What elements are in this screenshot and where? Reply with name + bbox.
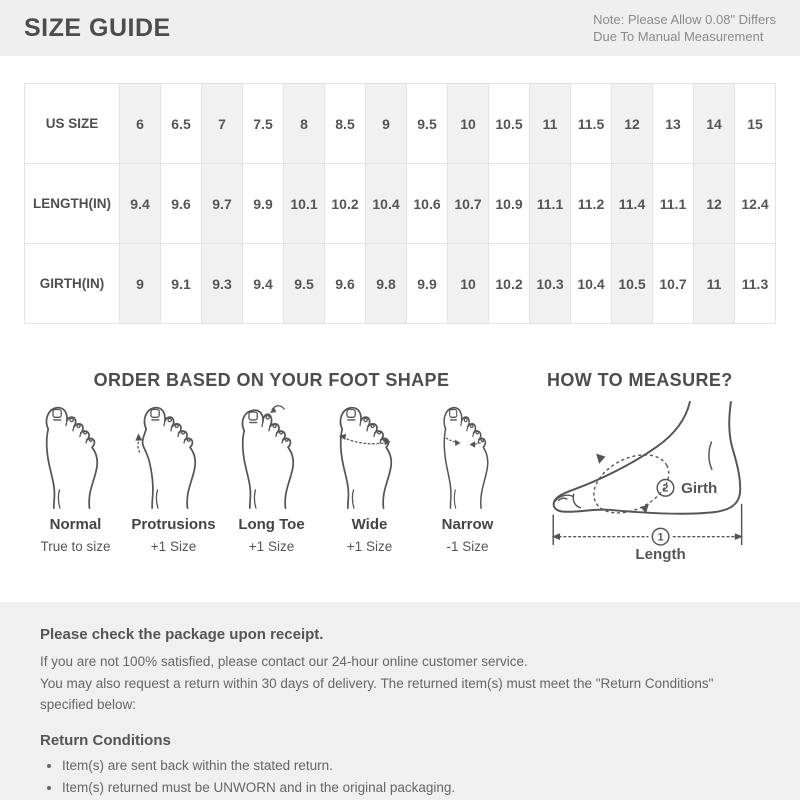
size-cell: 9.5 — [284, 244, 325, 324]
protrusions-foot-icon — [131, 403, 217, 509]
narrow-arrow-left-icon — [454, 439, 460, 446]
return-conditions-heading: Return Conditions — [40, 731, 171, 749]
size-cell: 11.1 — [530, 164, 571, 244]
girth-arrow-top-icon — [596, 454, 605, 464]
shape-adjustment: True to size — [40, 539, 111, 554]
size-cell: 11.3 — [735, 244, 776, 324]
size-cell: 9.5 — [407, 84, 448, 164]
size-cell: 12.4 — [735, 164, 776, 244]
size-cell: 10.1 — [284, 164, 325, 244]
shape-name: Wide — [351, 516, 388, 533]
return-conditions-list — [62, 755, 760, 800]
girth-number: 2 — [662, 482, 669, 495]
length-label: Length — [635, 546, 686, 563]
measurement-note — [593, 11, 776, 45]
narrow-foot-icon — [425, 403, 511, 509]
size-cell: 15 — [735, 84, 776, 164]
size-cell: 9.9 — [407, 244, 448, 324]
size-cell: 10 — [448, 244, 489, 324]
bunion-arrow-icon — [135, 433, 142, 440]
size-cell: 9.1 — [161, 244, 202, 324]
foot-shape-long-toe — [224, 403, 319, 554]
size-cell: 11.2 — [571, 164, 612, 244]
size-cell: 10.2 — [489, 244, 530, 324]
size-cell: 7.5 — [243, 84, 284, 164]
measure-foot-icon — [547, 399, 782, 563]
table-row — [25, 244, 776, 324]
foot-shape-wide — [322, 403, 417, 554]
shape-adjustment: -1 Size — [446, 539, 489, 554]
measure-section — [515, 370, 782, 602]
size-cell: 11 — [530, 84, 571, 164]
header — [0, 0, 800, 56]
return-condition-item: • Item(s) returned must be UNWORN and in the original packaging. — [62, 777, 760, 799]
size-cell: 14 — [694, 84, 735, 164]
size-cell: 10.3 — [530, 244, 571, 324]
long-toe-foot-icon — [229, 403, 315, 509]
size-cell: 10.5 — [612, 244, 653, 324]
size-cell: 10 — [448, 84, 489, 164]
wide-arrow-left-icon — [338, 434, 345, 440]
size-cell: 8 — [284, 84, 325, 164]
size-cell: 13 — [653, 84, 694, 164]
foot-shape-narrow — [420, 403, 515, 554]
size-cell: 9 — [120, 244, 161, 324]
foot-shape-protrusions — [126, 403, 221, 554]
size-cell: 6.5 — [161, 84, 202, 164]
shape-adjustment: +1 Size — [346, 539, 393, 554]
size-cell: 9.6 — [325, 244, 366, 324]
narrow-arrow-right-icon — [469, 441, 475, 448]
normal-foot-icon — [33, 403, 119, 509]
length-number: 1 — [657, 531, 664, 544]
size-table-section — [0, 56, 800, 324]
size-cell: 9.7 — [202, 164, 243, 244]
size-cell: 9.4 — [243, 244, 284, 324]
size-cell: 10.4 — [571, 244, 612, 324]
size-cell: 9.6 — [161, 164, 202, 244]
foot-shape-row — [28, 403, 515, 554]
size-cell: 11 — [694, 244, 735, 324]
page-title: SIZE GUIDE — [24, 13, 171, 42]
shape-name: Narrow — [441, 516, 494, 533]
size-cell: 9 — [366, 84, 407, 164]
shape-name: Protrusions — [131, 516, 216, 533]
size-cell: 10.2 — [325, 164, 366, 244]
size-table — [24, 83, 776, 324]
size-cell: 10.7 — [653, 244, 694, 324]
return-policy-section — [0, 602, 800, 800]
note-line-2: Due To Manual Measurement — [593, 29, 764, 44]
shape-name: Long Toe — [238, 516, 305, 533]
size-cell: 9.8 — [366, 244, 407, 324]
shape-name: Normal — [49, 516, 102, 533]
size-cell: 8.5 — [325, 84, 366, 164]
size-cell: 9.3 — [202, 244, 243, 324]
row-label: LENGTH(IN) — [25, 164, 120, 244]
row-label: GIRTH(IN) — [25, 244, 120, 324]
foot-shape-section — [28, 370, 515, 602]
table-row — [25, 164, 776, 244]
size-table-body — [25, 84, 776, 324]
size-cell: 10.5 — [489, 84, 530, 164]
package-check-heading: Please check the package upon receipt. — [40, 626, 324, 643]
shape-adjustment: +1 Size — [248, 539, 295, 554]
size-cell: 7 — [202, 84, 243, 164]
return-condition-item: • Item(s) are sent back within the stated return. — [62, 755, 760, 777]
size-cell: 12 — [694, 164, 735, 244]
size-cell: 10.6 — [407, 164, 448, 244]
foot-shape-normal — [28, 403, 123, 554]
table-row — [25, 84, 776, 164]
row-label: US SIZE — [25, 84, 120, 164]
size-cell: 10.4 — [366, 164, 407, 244]
wide-foot-icon — [327, 403, 413, 509]
middle-section — [0, 324, 800, 602]
size-cell: 10.7 — [448, 164, 489, 244]
size-cell: 11.5 — [571, 84, 612, 164]
measure-title: HOW TO MEASURE? — [547, 370, 733, 390]
policy-line-1: If you are not 100% satisfied, please contact our 24-hour online customer service. — [40, 654, 528, 669]
policy-line-2: You may also request a return within 30 days of delivery. The returned item(s) must meet the "Return Conditions" specified below: — [40, 675, 714, 713]
note-line-1: Note: Please Allow 0.08" Differs — [593, 12, 776, 27]
size-cell: 11.4 — [612, 164, 653, 244]
size-cell: 9.4 — [120, 164, 161, 244]
foot-shape-title: ORDER BASED ON YOUR FOOT SHAPE — [93, 370, 450, 390]
size-cell: 11.1 — [653, 164, 694, 244]
size-cell: 12 — [612, 84, 653, 164]
shape-adjustment: +1 Size — [150, 539, 197, 554]
girth-label: Girth — [681, 480, 718, 498]
size-cell: 6 — [120, 84, 161, 164]
size-cell: 10.9 — [489, 164, 530, 244]
size-cell: 9.9 — [243, 164, 284, 244]
